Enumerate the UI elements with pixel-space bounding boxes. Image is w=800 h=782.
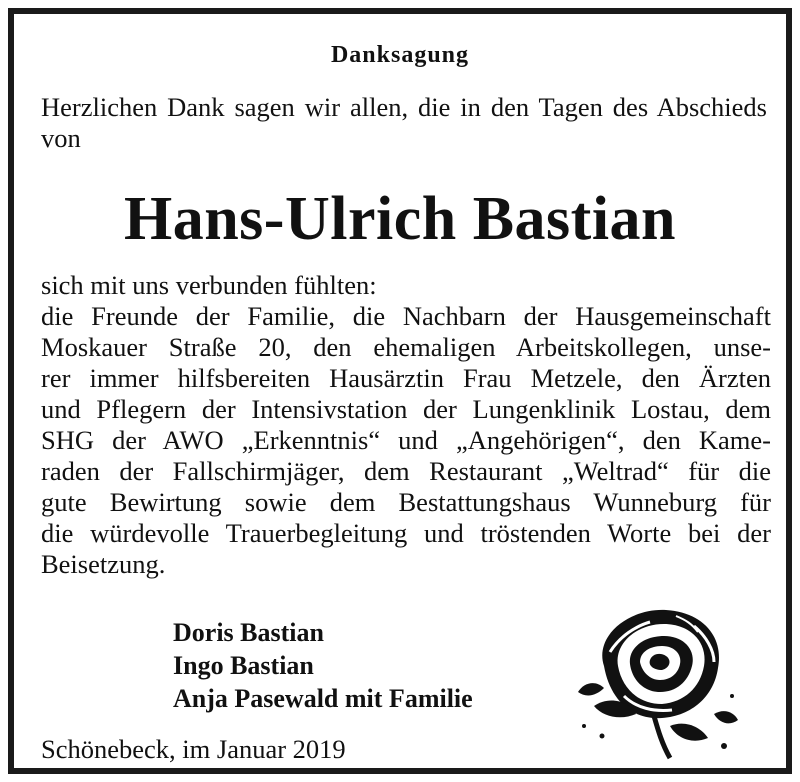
body-line: gute Bewirtung sowie dem Bestattungshaus Wunneburg für [41,487,771,517]
thanks-body [41,270,771,580]
notice-frame [8,8,792,774]
body-line: die Freunde der Familie, die Nachbarn der Hausgemeinschaft [41,301,771,331]
body-line: sich mit uns verbunden fühlten: [41,270,377,300]
deceased-name: Hans-Ulrich Bastian [123,185,677,253]
body-line: rer immer hilfsbereiten Hausärztin Frau Metzele, den Ärzten [41,363,771,393]
body-line: die würdevolle Trauerbegleitung und tröstenden Worte bei der [41,518,771,548]
signer-name: Ingo Bastian [173,651,314,680]
rose-icon [574,596,744,762]
notice-title: Danksagung [330,42,470,68]
body-line: Beisetzung. [41,549,166,579]
body-line: Moskauer Straße 20, den ehemaligen Arbeitskollegen, unse- [41,332,771,362]
signer-name: Doris Bastian [173,618,324,647]
body-line: SHG der AWO „Erkenntnis“ und „Angehörigen“, den Kame- [41,425,771,455]
signer-name: Anja Pasewald mit Familie [173,684,473,713]
intro-text: Herzlichen Dank sagen wir allen, die in den Tagen des Abschieds von [41,92,767,153]
body-line: raden der Fallschirmjäger, dem Restaurant „Weltrad“ für die [41,456,771,486]
signers-list [173,616,473,715]
place-date: Schönebeck, im Januar 2019 [41,734,346,764]
body-line: und Pflegern der Intensivstation der Lungenklinik Lostau, dem [41,394,771,424]
